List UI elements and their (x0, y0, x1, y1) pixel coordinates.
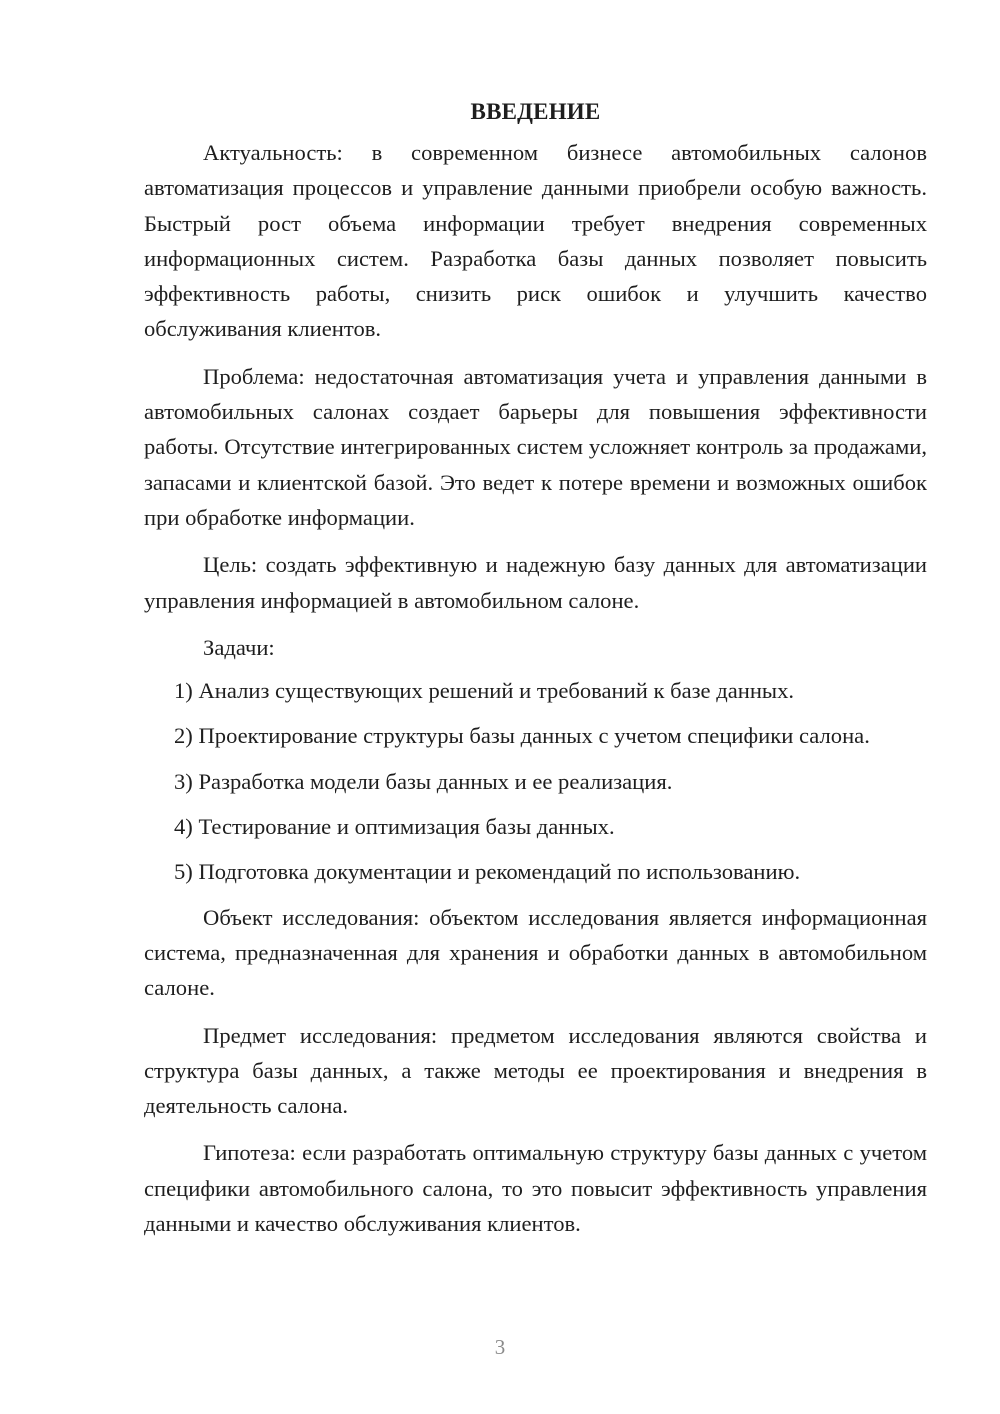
page-number: 3 (494, 1335, 506, 1359)
hypothesis-paragraph: Гипотеза: если разработать оптимальную структуру базы данных с учетом специфики автомобильного салона, то это повысит эффективность управления данными и качество обслуживания клиентов. (144, 1140, 927, 1237)
object-paragraph: Объект исследования: объектом исследования является информационная система, предназначенная для хранения и обработки данных в автомобильном салоне. (144, 904, 927, 1001)
list-item: 5) Подготовка документации и рекомендаций по использованию. (174, 859, 801, 885)
relevance-paragraph: Актуальность: в современном бизнесе автомобильных салонов автоматизация процессов и управление данными приобрели особую важность. Быстрый рост объема информации требует внедрения современных информационных систем. Разработка базы данных позволяет повысить эффективность работы, снизить риск ошибок и улучшить качество обслуживания клиентов. (144, 140, 927, 342)
goal-paragraph: Цель: создать эффективную и надежную базу данных для автоматизации управления информацией в автомобильном салоне. (144, 552, 927, 613)
list-item: 1) Анализ существующих решений и требований к базе данных. (174, 678, 795, 704)
list-item: 2) Проектирование структуры базы данных с учетом специфики салона. (174, 723, 870, 749)
list-item: 4) Тестирование и оптимизация базы данных. (174, 814, 615, 840)
tasks-list (144, 673, 927, 889)
page-title: ВВЕДЕНИЕ (470, 99, 601, 124)
list-item: 3) Разработка модели базы данных и ее реализация. (174, 768, 673, 794)
subject-paragraph: Предмет исследования: предметом исследования являются свойства и структура базы данных, а также методы ее проектирования и внедрения в деятельность салона. (144, 1022, 927, 1119)
tasks-label: Задачи: (203, 634, 275, 660)
problem-paragraph: Проблема: недостаточная автоматизация учета и управления данными в автомобильных салонах создает барьеры для повышения эффективности работы. Отсутствие интегрированных систем усложняет контроль за продажами, запасами и клиентской базой. Это ведет к потере времени и возможных ошибок при обработке информации. (144, 363, 927, 530)
page-body (144, 94, 927, 1253)
